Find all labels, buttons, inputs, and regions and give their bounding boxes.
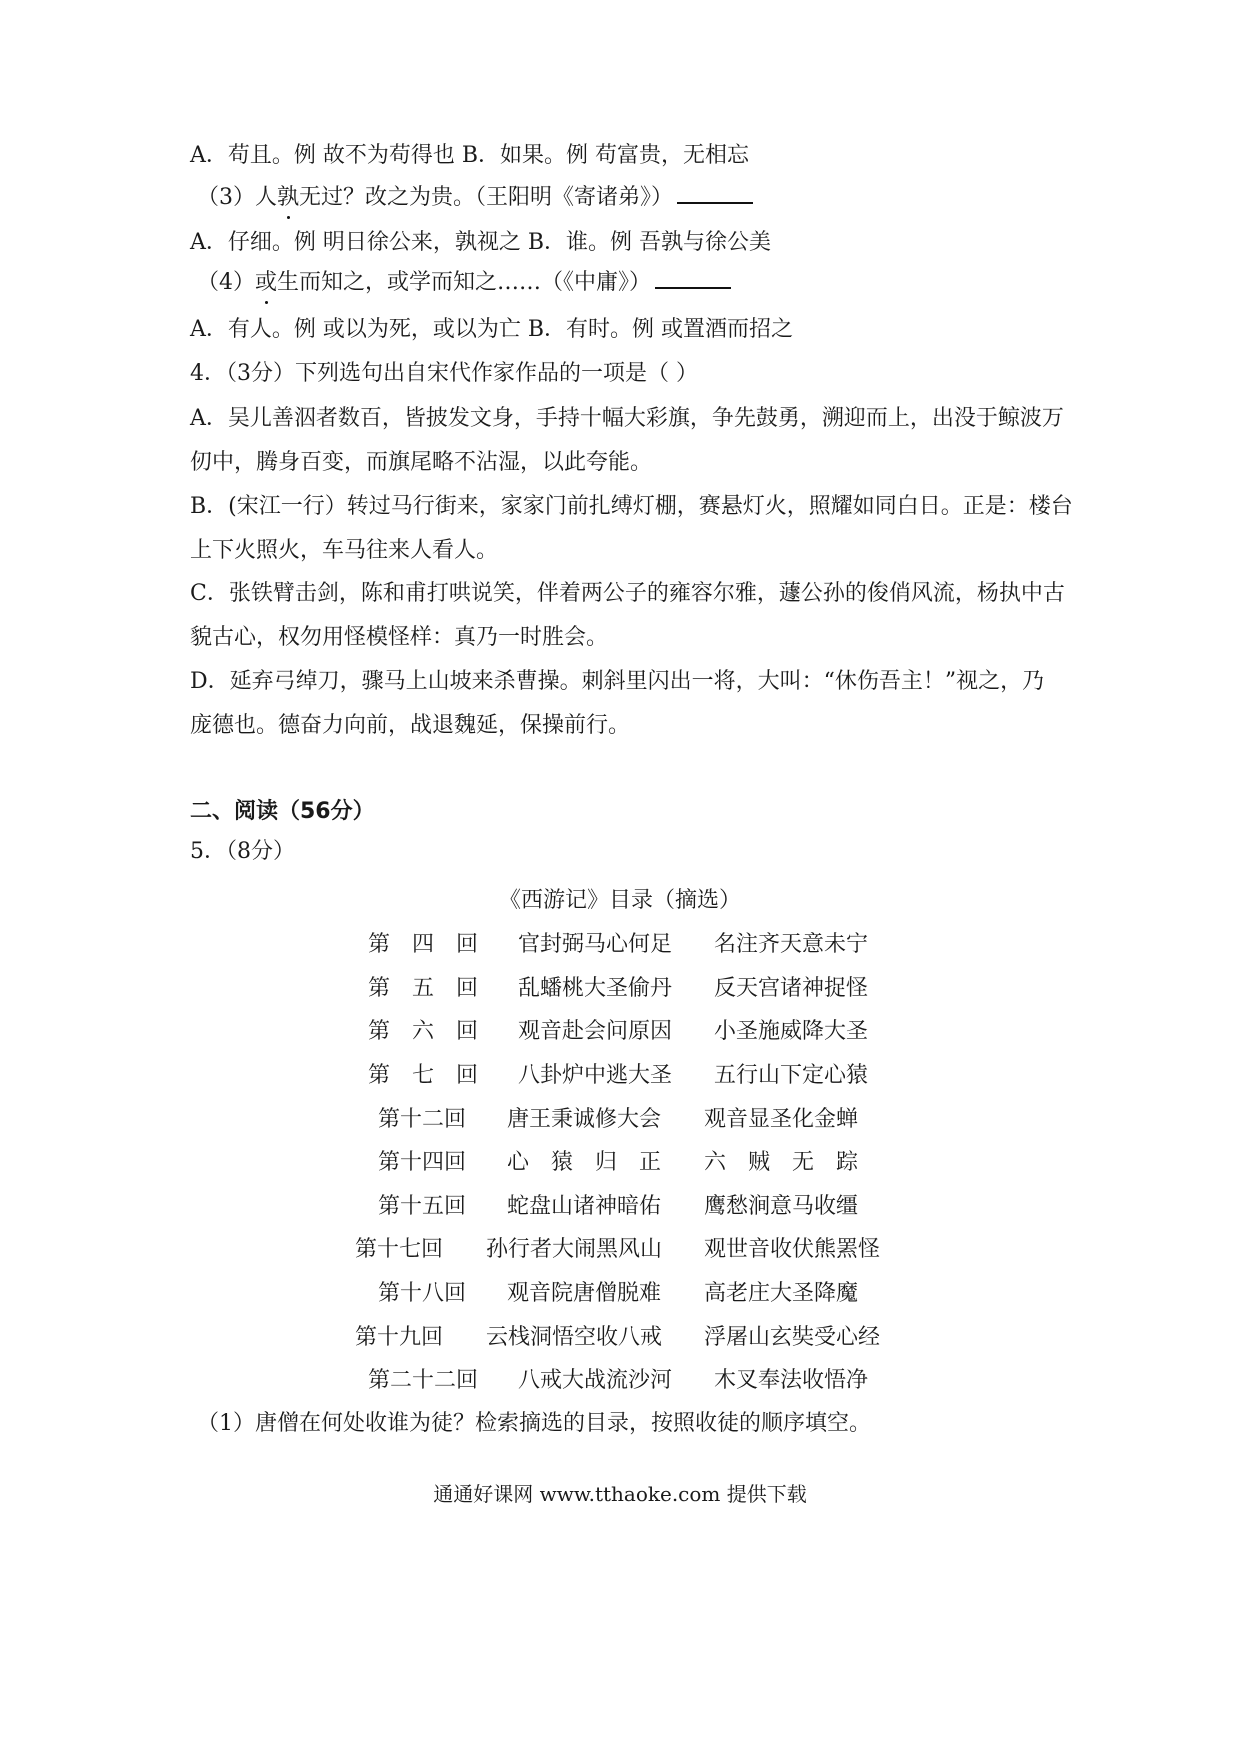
q4-stem-post: 生而知之，或学而知之……（《中庸》） bbox=[277, 270, 652, 295]
toc-title-second-half: 浮屠山玄奘受心经 bbox=[704, 1325, 881, 1350]
toc-title-first-half: 八卦炉中逃大圣 bbox=[518, 1063, 673, 1088]
toc-title-first-half: 心 猿 归 正 bbox=[507, 1150, 662, 1175]
toc-title-first-half: 乱蟠桃大圣偷丹 bbox=[518, 976, 673, 1001]
toc-chapter-number: 第 四 回 bbox=[368, 932, 479, 957]
option-d-line1: D．延弃弓绰刀，骤马上山坡来杀曹操。刺斜里闪出一将，大叫：“休伤吾主！”视之，乃 bbox=[190, 669, 1045, 694]
toc-title-second-half: 观世音收伏熊罴怪 bbox=[704, 1237, 881, 1262]
q4-answer-blank[interactable] bbox=[655, 267, 731, 289]
toc-chapter-number: 第二十二回 bbox=[368, 1368, 479, 1393]
q3-stem-pre: （3）人 bbox=[197, 185, 277, 210]
toc-title-second-half: 六 贼 无 踪 bbox=[704, 1150, 859, 1175]
option-a-line1: A．吴儿善泅者数百，皆披发文身，手持十幅大彩旗，争先鼓勇，溯迎而上，出没于鲸波万 bbox=[190, 406, 1064, 431]
toc-title: 《西游记》目录（摘选） bbox=[498, 888, 741, 913]
q4-stem-pre: （4） bbox=[197, 270, 255, 295]
question-4: 4．（3分）下列选句出自宋代作家作品的一项是（ ） bbox=[190, 361, 698, 386]
toc-title-first-half: 云栈洞悟空收八戒 bbox=[486, 1325, 663, 1350]
toc-title-second-half: 观音显圣化金蝉 bbox=[704, 1107, 859, 1132]
q2-options: A．苟且。例 故不为苟得也 B．如果。例 苟富贵，无相忘 bbox=[190, 143, 750, 168]
q4-options: A．有人。例 或以为死，或以为亡 B．有时。例 或置酒而招之 bbox=[190, 317, 794, 342]
q3-stem bbox=[197, 182, 753, 212]
toc-title-second-half: 木叉奉法收悟净 bbox=[714, 1368, 869, 1393]
question-5-1: （1）唐僧在何处收谁为徒？检索摘选的目录，按照收徒的顺序填空。 bbox=[197, 1411, 871, 1436]
toc-title-first-half: 孙行者大闹黑风山 bbox=[486, 1237, 663, 1262]
option-a-line2: 仞中，腾身百变，而旗尾略不沾湿，以此夸能。 bbox=[190, 450, 653, 475]
toc-chapter-number: 第十二回 bbox=[378, 1107, 467, 1132]
toc-chapter-number: 第 五 回 bbox=[368, 976, 479, 1001]
toc-title-second-half: 反天宫诸神捉怪 bbox=[714, 976, 869, 1001]
toc-title-second-half: 五行山下定心猿 bbox=[714, 1063, 869, 1088]
toc-title-first-half: 官封弼马心何足 bbox=[518, 932, 673, 957]
toc-title-first-half: 观音赴会问原因 bbox=[518, 1019, 673, 1044]
q3-stem-post: 无过？改之为贵。（王阳明《寄诸弟》） bbox=[299, 185, 674, 210]
toc-chapter-number: 第 七 回 bbox=[368, 1063, 479, 1088]
toc-chapter-number: 第十五回 bbox=[378, 1194, 467, 1219]
q4-stem bbox=[197, 267, 731, 297]
option-c-line2: 貌古心，权勿用怪模怪样：真乃一时胜会。 bbox=[190, 625, 609, 650]
toc-title-first-half: 蛇盘山诸神暗佑 bbox=[507, 1194, 662, 1219]
toc-title-second-half: 鹰愁涧意马收缰 bbox=[704, 1194, 859, 1219]
toc-title-second-half: 名注齐天意未宁 bbox=[714, 932, 869, 957]
toc-chapter-number: 第十七回 bbox=[355, 1237, 444, 1262]
toc-title-first-half: 八戒大战流沙河 bbox=[518, 1368, 673, 1393]
option-d-line2: 庞德也。德奋力向前，战退魏延，保操前行。 bbox=[190, 713, 631, 738]
q3-answer-blank[interactable] bbox=[677, 182, 753, 204]
toc-title-second-half: 高老庄大圣降魔 bbox=[704, 1281, 859, 1306]
page-footer: 通通好课网 www.tthaoke.com 提供下载 bbox=[433, 1482, 807, 1506]
question-5: 5．（8分） bbox=[190, 839, 295, 864]
q4-emphasis-char: 或 bbox=[255, 270, 278, 295]
q3-emphasis-char: 孰 bbox=[277, 185, 300, 210]
toc-chapter-number: 第十八回 bbox=[378, 1281, 467, 1306]
option-b-line1: B．(宋江一行）转过马行街来，家家门前扎缚灯棚，赛悬灯火，照耀如同白日。正是：楼台 bbox=[190, 494, 1073, 519]
toc-chapter-number: 第十九回 bbox=[355, 1325, 444, 1350]
toc-chapter-number: 第十四回 bbox=[378, 1150, 467, 1175]
toc-title-second-half: 小圣施威降大圣 bbox=[714, 1019, 869, 1044]
option-b-line2: 上下火照火，车马往来人看人。 bbox=[190, 538, 499, 563]
q3-options: A．仔细。例 明日徐公来，孰视之 B．谁。例 吾孰与徐公美 bbox=[190, 230, 772, 255]
toc-chapter-number: 第 六 回 bbox=[368, 1019, 479, 1044]
toc-title-first-half: 观音院唐僧脱难 bbox=[507, 1281, 662, 1306]
option-c-line1: C．张铁臂击剑，陈和甫打哄说笑，伴着两公子的雍容尔雅，蘧公孙的俊俏风流，杨执中古 bbox=[190, 581, 1065, 606]
toc-title-first-half: 唐王秉诚修大会 bbox=[507, 1107, 662, 1132]
section-2-heading: 二、阅读（56分） bbox=[190, 799, 375, 824]
